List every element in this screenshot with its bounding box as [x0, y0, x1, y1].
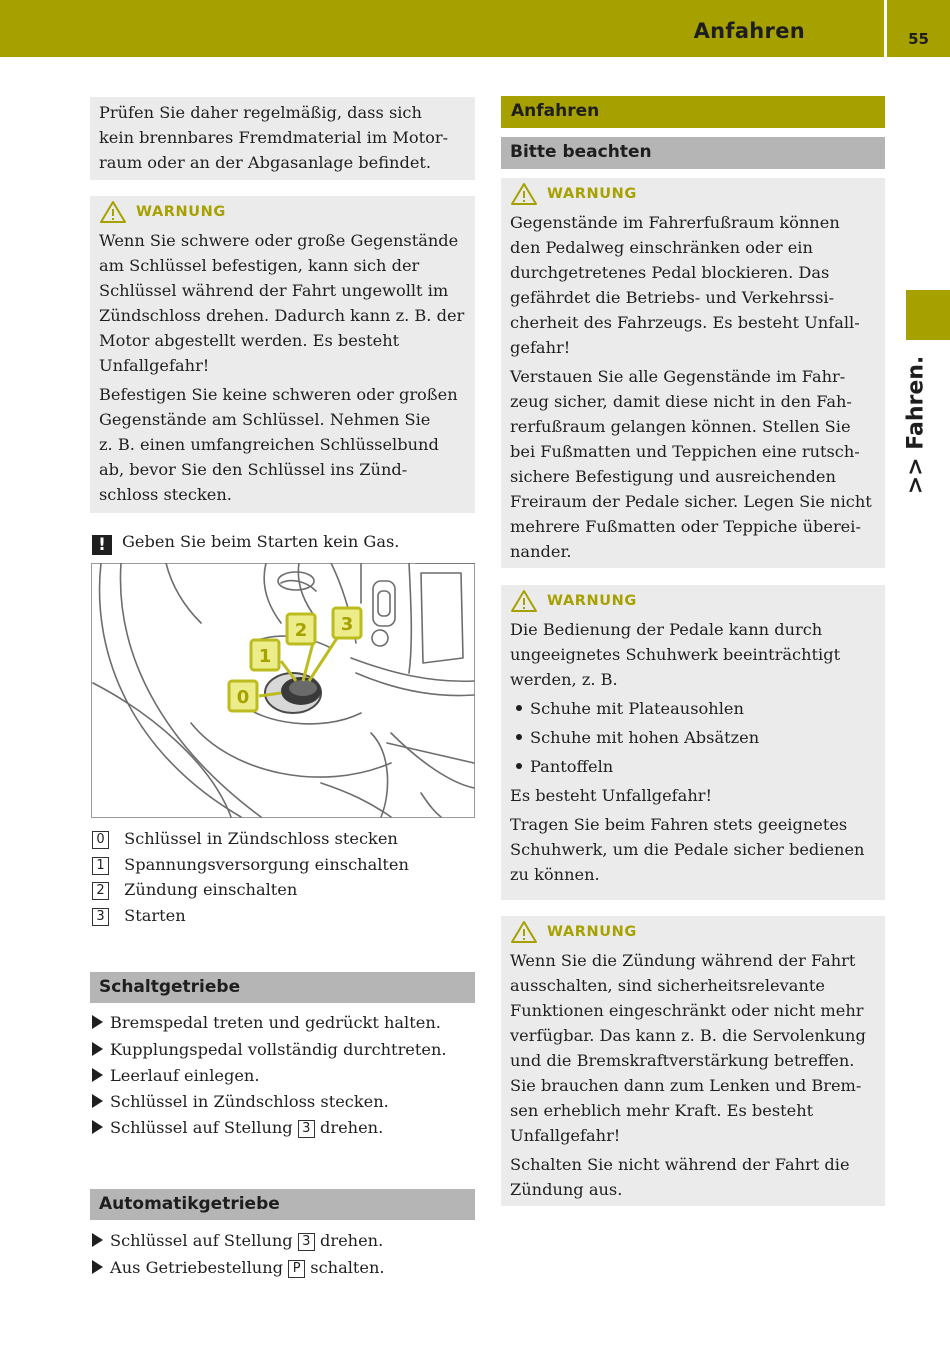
legend-text: Zündung einschalten	[124, 880, 298, 899]
warning-text: z. B. einen umfangreichen Schlüsselbund	[99, 435, 439, 454]
page-number: 55	[908, 30, 929, 48]
info-box	[90, 97, 475, 180]
legend-key: 1	[92, 857, 109, 875]
warning-text: gefährdet die Betriebs- und Verkehrssi-	[510, 288, 835, 307]
warning-triangle-icon	[510, 589, 538, 613]
warning-text: Die Bedienung der Pedale kann durch	[510, 620, 823, 639]
legend-item	[92, 852, 409, 877]
warning-triangle-icon	[99, 200, 127, 224]
warning-text: Schuhwerk, um die Pedale sicher bedienen	[510, 840, 865, 859]
warning-label: WARNUNG	[547, 923, 637, 940]
warning-box-footwear	[501, 585, 885, 900]
callout-0: 0	[236, 687, 250, 708]
callout-2: 2	[294, 620, 308, 641]
warning-box-key	[90, 196, 475, 513]
step-text: Schlüssel auf Stellung	[110, 1231, 293, 1250]
step-item	[92, 1010, 441, 1035]
step-item	[92, 1115, 383, 1140]
warning-text: bei Fußmatten und Teppichen eine rutsch-	[510, 442, 860, 461]
legend-item	[92, 877, 297, 902]
warning-text: sichere Befestigung und ausreichenden	[510, 467, 836, 486]
page-number-box	[887, 0, 950, 57]
arrow-right-icon	[92, 1094, 103, 1108]
step-text: Bremspedal treten und gedrückt halten.	[110, 1013, 441, 1032]
warning-text: am Schlüssel befestigen, kann sich der	[99, 256, 420, 275]
step-text: Leerlauf einlegen.	[110, 1066, 260, 1085]
warning-text: rerfußraum gelangen können. Stellen Sie	[510, 417, 851, 436]
warning-text: den Pedalweg einschränken oder ein	[510, 238, 813, 257]
warning-text: ab, bevor Sie den Schlüssel ins Zünd-	[99, 460, 408, 479]
warning-label: WARNUNG	[136, 203, 226, 220]
arrow-right-icon	[92, 1233, 103, 1247]
header-bar	[0, 0, 884, 57]
warning-text: mehrere Fußmatten oder Teppiche überei-	[510, 517, 861, 536]
warning-text: werden, z. B.	[510, 670, 618, 689]
legend-text: Schlüssel in Zündschloss stecken	[124, 829, 398, 848]
step-text: drehen.	[319, 1231, 384, 1250]
legend-key: 3	[92, 908, 109, 926]
section-heading-anfahren: Anfahren	[501, 96, 885, 128]
list-item-text: Pantoffeln	[530, 757, 614, 776]
arrow-right-icon	[92, 1015, 103, 1029]
warning-text: ungeeignetes Schuhwerk beeinträchtigt	[510, 645, 841, 664]
section-heading-schaltgetriebe: Schaltgetriebe	[90, 972, 475, 1003]
legend-key: 0	[92, 831, 109, 849]
warning-text: gefahr!	[510, 338, 571, 357]
warning-header	[510, 182, 876, 206]
chapter-tab-label: >> Fahren.	[903, 355, 929, 495]
position-key: 3	[298, 1120, 315, 1138]
warning-text: Tragen Sie beim Fahren stets geeignetes	[510, 815, 848, 834]
step-item	[92, 1063, 260, 1088]
warning-text: Funktionen eingeschränkt oder nicht mehr	[510, 1001, 864, 1020]
page-title: Anfahren	[693, 19, 805, 43]
warning-box-footwell	[501, 178, 885, 568]
list-item	[510, 754, 876, 779]
section-heading-automatikgetriebe: Automatikgetriebe	[90, 1189, 475, 1220]
warning-text: ausschalten, sind sicherheitsrelevante	[510, 976, 825, 995]
warning-text: Gegenstände im Fahrerfußraum können	[510, 213, 840, 232]
warning-text: durchgetretenes Pedal blockieren. Das	[510, 263, 830, 282]
arrow-right-icon	[92, 1120, 103, 1134]
warning-triangle-icon	[510, 182, 538, 206]
list-item-text: Schuhe mit hohen Absätzen	[530, 728, 760, 747]
warning-text: Es besteht Unfallgefahr!	[510, 786, 712, 805]
warning-text: Schalten Sie nicht während der Fahrt die	[510, 1155, 850, 1174]
step-item	[92, 1228, 383, 1253]
note-text: Geben Sie beim Starten kein Gas.	[122, 532, 400, 551]
step-item	[92, 1089, 389, 1114]
list-item	[510, 696, 876, 721]
warning-text: Unfallgefahr!	[99, 356, 210, 375]
warning-header	[99, 200, 466, 224]
warning-label: WARNUNG	[547, 592, 637, 609]
step-text: drehen.	[319, 1118, 384, 1137]
gear-position-key: P	[288, 1260, 305, 1278]
warning-triangle-icon	[510, 920, 538, 944]
legend-text: Starten	[124, 906, 186, 925]
step-item	[92, 1037, 447, 1062]
chapter-tab-marker	[906, 290, 950, 340]
warning-text: Sie brauchen dann zum Lenken und Brem-	[510, 1076, 862, 1095]
arrow-right-icon	[92, 1042, 103, 1056]
position-key: 3	[298, 1233, 315, 1251]
list-item-text: Schuhe mit Plateausohlen	[530, 699, 744, 718]
warning-text: Wenn Sie schwere oder große Gegenstände	[99, 231, 459, 250]
warning-text: Verstauen Sie alle Gegenstände im Fahr-	[510, 367, 846, 386]
ignition-figure	[91, 563, 475, 818]
legend-key: 2	[92, 882, 109, 900]
warning-text: und die Bremskraftverstärkung betreffen.	[510, 1051, 855, 1070]
subheading-bitte-beachten: Bitte beachten	[501, 137, 885, 169]
footwear-list	[510, 696, 876, 779]
warning-text: Motor abgestellt werden. Es besteht	[99, 331, 400, 350]
info-line: raum oder an der Abgasanlage befindet.	[99, 153, 432, 172]
warning-text: nander.	[510, 542, 572, 561]
step-text: Kupplungspedal vollständig durchtreten.	[110, 1040, 447, 1059]
bullet-icon	[516, 734, 522, 740]
info-line: Prüfen Sie daher regelmäßig, dass sich	[99, 103, 422, 122]
bullet-icon	[516, 705, 522, 711]
warning-text: Freiraum der Pedale sicher. Legen Sie nicht	[510, 492, 872, 511]
warning-text: Zündung aus.	[510, 1180, 623, 1199]
step-text: Aus Getriebestellung	[110, 1258, 283, 1277]
warning-header	[510, 920, 876, 944]
legend-item	[92, 826, 398, 851]
legend-text: Spannungsversorgung einschalten	[124, 855, 409, 874]
note-line	[92, 529, 399, 555]
arrow-right-icon	[92, 1068, 103, 1082]
warning-text: schloss stecken.	[99, 485, 232, 504]
warning-text: Wenn Sie die Zündung während der Fahrt	[510, 951, 856, 970]
warning-text: Zündschloss drehen. Dadurch kann z. B. der	[99, 306, 465, 325]
list-item	[510, 725, 876, 750]
warning-text: Befestigen Sie keine schweren oder großen	[99, 385, 458, 404]
arrow-right-icon	[92, 1260, 103, 1274]
warning-label: WARNUNG	[547, 185, 637, 202]
step-text: Schlüssel in Zündschloss stecken.	[110, 1092, 389, 1111]
info-line: kein brennbares Fremdmaterial im Motor-	[99, 128, 449, 147]
warning-text: Unfallgefahr!	[510, 1126, 621, 1145]
callout-1: 1	[258, 646, 272, 667]
bullet-icon	[516, 763, 522, 769]
warning-text: zu können.	[510, 865, 600, 884]
callout-3: 3	[340, 614, 354, 635]
warning-text: zeug sicher, damit diese nicht in den Fah-	[510, 392, 852, 411]
warning-box-ignition	[501, 916, 885, 1206]
step-item	[92, 1255, 385, 1280]
step-text: Schlüssel auf Stellung	[110, 1118, 293, 1137]
legend-item	[92, 903, 186, 928]
warning-text: verfügbar. Das kann z. B. die Servolenkung	[510, 1026, 866, 1045]
warning-text: Schlüssel während der Fahrt ungewollt im	[99, 281, 449, 300]
warning-text: sen erheblich mehr Kraft. Es besteht	[510, 1101, 814, 1120]
warning-text: cherheit des Fahrzeugs. Es besteht Unfall-	[510, 313, 860, 332]
warning-text: Gegenstände am Schlüssel. Nehmen Sie	[99, 410, 431, 429]
exclamation-icon: !	[92, 535, 112, 555]
step-text: schalten.	[310, 1258, 385, 1277]
chapter-tab[interactable]	[894, 355, 938, 495]
warning-header	[510, 589, 876, 613]
